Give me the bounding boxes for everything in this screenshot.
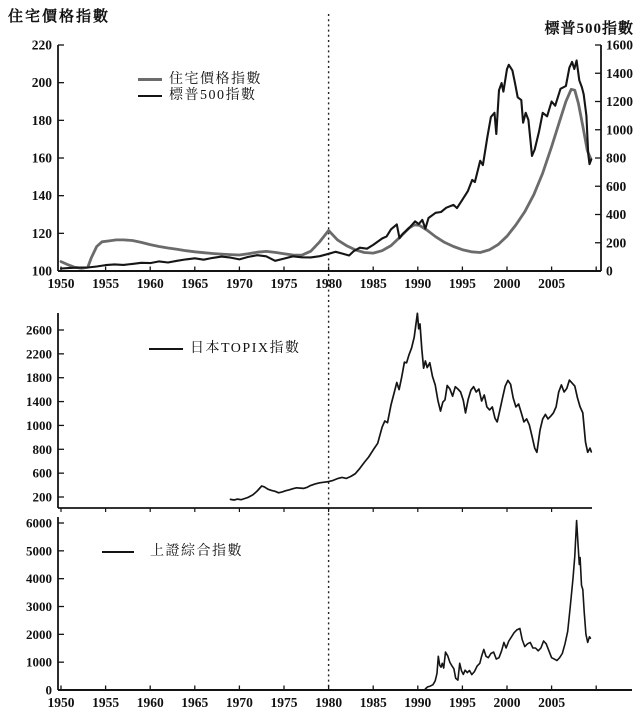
top-left-tick-label: 180 — [31, 112, 52, 128]
bottom-x-tick-label: 1970 — [225, 695, 253, 710]
middle-y-tick-label: 600 — [32, 465, 52, 481]
bottom-y-tick-label: 4000 — [26, 571, 52, 587]
top-right-tick-label: 200 — [606, 235, 627, 251]
middle-y-tick-label: 2200 — [26, 346, 52, 362]
legend-label-topix: 日本TOPIX指數 — [190, 341, 301, 356]
top-x-tick-label: 1955 — [92, 276, 120, 291]
bottom-x-tick-label: 1975 — [270, 695, 298, 710]
topix-line-sample — [149, 348, 183, 350]
bottom-x-tick-label: 1950 — [47, 695, 75, 710]
top-right-tick-label: 1400 — [606, 65, 633, 81]
bottom-x-tick-label: 2005 — [538, 695, 566, 710]
top-x-tick-label: 1960 — [136, 276, 164, 291]
bottom-y-tick-label: 2000 — [26, 626, 52, 642]
bottom-y-tick-label: 6000 — [26, 515, 52, 531]
bottom-x-tick-label: 1990 — [404, 695, 432, 710]
middle-y-tick-label: 1400 — [26, 394, 52, 410]
middle-y-tick-label: 800 — [32, 441, 52, 457]
sp500-line-sample — [138, 95, 162, 97]
top-x-tick-label: 1980 — [315, 276, 343, 291]
top-x-tick-label: 1995 — [448, 276, 476, 291]
legend-label-housing: 住宅價格指數 — [169, 72, 262, 87]
top-right-tick-label: 1000 — [606, 122, 633, 138]
top-right-tick-label: 1200 — [606, 94, 633, 109]
top-left-tick-label: 160 — [31, 150, 52, 166]
series-shanghai-line — [425, 521, 590, 689]
top-x-tick-label: 2000 — [493, 276, 521, 291]
series-housing-line — [61, 89, 591, 268]
top-x-tick-label: 1990 — [404, 276, 432, 291]
top-left-tick-label: 220 — [31, 37, 52, 53]
bottom-y-tick-label: 5000 — [26, 543, 52, 559]
bottom-x-tick-label: 1960 — [136, 695, 164, 710]
top-left-tick-label: 100 — [31, 263, 52, 279]
bottom-x-tick-label: 1980 — [315, 695, 343, 710]
legend-label-shanghai: 上證綜合指數 — [150, 544, 243, 559]
bottom-x-tick-label: 2000 — [493, 695, 521, 710]
top-x-tick-label: 1970 — [225, 276, 253, 291]
bottom-panel-legend — [102, 544, 243, 559]
top-x-tick-label: 1975 — [270, 276, 298, 291]
bottom-y-tick-label: 3000 — [26, 599, 52, 614]
middle-panel-legend — [149, 341, 300, 356]
middle-y-tick-label: 2600 — [26, 322, 52, 338]
top-x-tick-label: 1965 — [181, 276, 209, 291]
top-x-tick-label: 1950 — [47, 276, 75, 291]
top-left-tick-label: 140 — [31, 188, 52, 204]
top-x-tick-label: 2005 — [538, 276, 566, 291]
bottom-x-tick-label: 1985 — [359, 695, 387, 710]
bottom-x-tick-label: 1955 — [92, 695, 120, 710]
legend-label-sp500: 標普500指數 — [169, 88, 257, 103]
middle-y-tick-label: 1000 — [26, 417, 52, 433]
top-right-tick-label: 800 — [606, 150, 627, 166]
bottom-x-tick-label: 1965 — [181, 695, 209, 710]
housing-line-sample — [138, 78, 162, 81]
top-left-tick-label: 120 — [31, 225, 52, 241]
top-right-tick-label: 400 — [606, 207, 627, 222]
middle-y-tick-label: 1800 — [26, 370, 52, 386]
bottom-y-tick-label: 0 — [45, 682, 52, 698]
legend-row-sp500 — [138, 88, 262, 103]
top-x-tick-label: 1985 — [359, 276, 387, 291]
bottom-x-tick-label: 1995 — [448, 695, 476, 710]
legend-row-shanghai — [102, 544, 243, 559]
top-panel-legend — [138, 72, 262, 103]
legend-row-housing — [138, 72, 262, 87]
top-right-axis-title: 標普500指數 — [544, 21, 634, 37]
top-left-tick-label: 200 — [31, 75, 52, 91]
top-right-tick-label: 0 — [606, 263, 613, 279]
middle-y-tick-label: 200 — [32, 489, 52, 505]
shanghai-line-sample — [102, 551, 134, 553]
top-left-axis-title: 住宅價格指數 — [8, 9, 111, 25]
top-right-tick-label: 600 — [606, 178, 627, 194]
bottom-y-tick-label: 1000 — [26, 654, 52, 670]
top-right-tick-label: 1600 — [606, 37, 633, 53]
legend-row-topix — [149, 341, 300, 356]
